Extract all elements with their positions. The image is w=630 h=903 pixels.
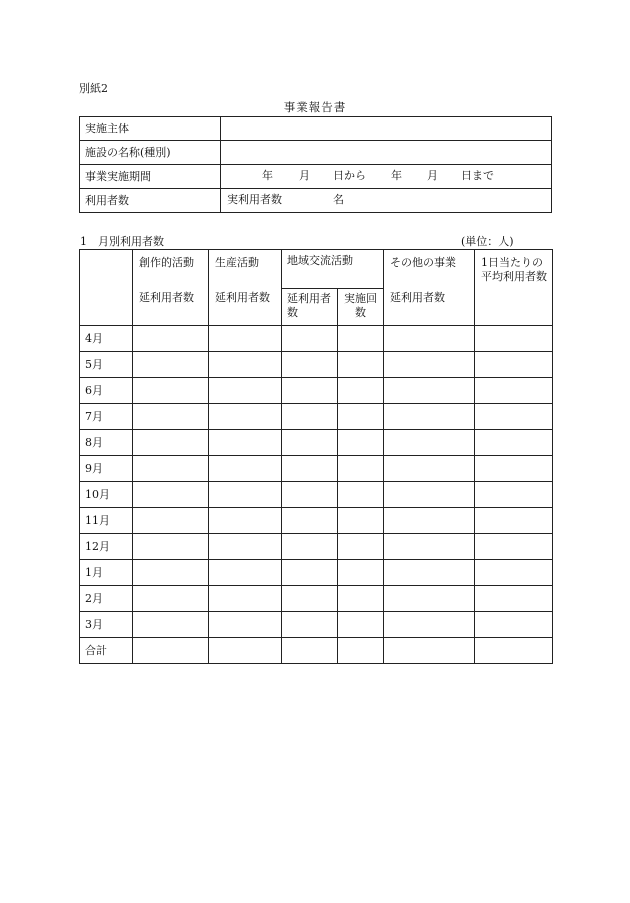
table-cell[interactable] xyxy=(384,534,475,560)
table-row xyxy=(80,352,553,378)
month-label: 7月 xyxy=(80,404,133,430)
table-cell[interactable] xyxy=(475,560,553,586)
month-label: 8月 xyxy=(80,430,133,456)
section-heading: 1 月別利用者数 xyxy=(80,235,164,248)
table-cell[interactable] xyxy=(133,534,209,560)
table-row xyxy=(80,612,553,638)
table-cell[interactable] xyxy=(209,404,282,430)
header-label: 1日当たりの平均利用者数 xyxy=(481,256,547,283)
period-year-to: 年 xyxy=(391,169,402,182)
info-value-field[interactable] xyxy=(221,117,552,141)
table-cell[interactable] xyxy=(133,508,209,534)
table-cell[interactable] xyxy=(133,352,209,378)
attachment-label: 別紙2 xyxy=(79,82,108,95)
table-cell[interactable] xyxy=(338,586,384,612)
header-community: 地域交流活動 xyxy=(282,250,384,289)
table-cell[interactable] xyxy=(282,508,338,534)
table-cell[interactable] xyxy=(133,456,209,482)
table-cell[interactable] xyxy=(209,326,282,352)
info-label: 実施主体 xyxy=(80,117,221,141)
header-row xyxy=(80,250,553,289)
monthly-users-table xyxy=(79,249,553,664)
table-row xyxy=(80,378,553,404)
users-unit: 名 xyxy=(333,193,344,206)
table-cell[interactable] xyxy=(475,404,553,430)
corner-cell xyxy=(80,250,133,326)
table-cell[interactable] xyxy=(133,638,209,664)
table-cell[interactable] xyxy=(282,430,338,456)
table-cell[interactable] xyxy=(384,378,475,404)
table-row xyxy=(80,456,553,482)
table-cell[interactable] xyxy=(384,482,475,508)
header-creative xyxy=(133,250,209,326)
header-average xyxy=(475,250,553,326)
header-sublabel: 延利用者数 xyxy=(390,291,445,304)
table-cell[interactable] xyxy=(384,352,475,378)
table-cell[interactable] xyxy=(133,482,209,508)
table-cell[interactable] xyxy=(209,482,282,508)
period-year-from: 年 xyxy=(262,169,273,182)
table-row xyxy=(80,404,553,430)
table-cell[interactable] xyxy=(282,482,338,508)
table-cell[interactable] xyxy=(209,586,282,612)
table-cell[interactable] xyxy=(209,508,282,534)
period-day-from: 日から xyxy=(333,169,366,182)
month-label: 5月 xyxy=(80,352,133,378)
table-cell[interactable] xyxy=(133,560,209,586)
table-cell[interactable] xyxy=(475,326,553,352)
table-row xyxy=(80,534,553,560)
table-row xyxy=(80,586,553,612)
month-label: 6月 xyxy=(80,378,133,404)
info-label: 施設の名称(種別) xyxy=(80,141,221,165)
month-label: 10月 xyxy=(80,482,133,508)
header-other xyxy=(384,250,475,326)
table-cell[interactable] xyxy=(338,508,384,534)
table-cell[interactable] xyxy=(384,638,475,664)
header-sublabel: 延利用者数 xyxy=(139,291,194,304)
info-label: 利用者数 xyxy=(80,189,221,213)
table-cell[interactable] xyxy=(338,482,384,508)
table-cell[interactable] xyxy=(475,586,553,612)
table-cell[interactable] xyxy=(475,482,553,508)
month-label: 4月 xyxy=(80,326,133,352)
info-row-implementer xyxy=(80,117,552,141)
month-label: 2月 xyxy=(80,586,133,612)
total-label: 合計 xyxy=(80,638,133,664)
table-cell[interactable] xyxy=(338,534,384,560)
table-cell[interactable] xyxy=(338,560,384,586)
table-cell[interactable] xyxy=(209,456,282,482)
table-cell[interactable] xyxy=(338,352,384,378)
table-row xyxy=(80,482,553,508)
period-month-to: 月 xyxy=(427,169,438,182)
table-cell[interactable] xyxy=(338,612,384,638)
table-cell[interactable] xyxy=(475,612,553,638)
table-cell[interactable] xyxy=(209,638,282,664)
period-month-from: 月 xyxy=(299,169,310,182)
info-value-field[interactable] xyxy=(221,141,552,165)
total-row xyxy=(80,638,553,664)
table-cell[interactable] xyxy=(209,534,282,560)
info-table xyxy=(79,116,552,213)
users-field[interactable] xyxy=(221,189,552,213)
month-label: 11月 xyxy=(80,508,133,534)
actual-users-label: 実利用者数 xyxy=(227,193,282,206)
table-cell[interactable] xyxy=(338,326,384,352)
period-day-to: 日まで xyxy=(461,169,494,182)
table-cell[interactable] xyxy=(282,612,338,638)
header-label: 生産活動 xyxy=(215,256,259,269)
table-cell[interactable] xyxy=(475,508,553,534)
table-cell[interactable] xyxy=(133,586,209,612)
table-cell[interactable] xyxy=(384,456,475,482)
table-cell[interactable] xyxy=(338,456,384,482)
header-sublabel: 延利用者数 xyxy=(215,291,270,304)
table-cell[interactable] xyxy=(384,404,475,430)
table-cell[interactable] xyxy=(475,534,553,560)
table-cell[interactable] xyxy=(282,352,338,378)
table-row xyxy=(80,326,553,352)
table-cell[interactable] xyxy=(282,378,338,404)
table-cell[interactable] xyxy=(209,378,282,404)
table-cell[interactable] xyxy=(209,430,282,456)
document-title: 事業報告書 xyxy=(283,100,347,114)
month-label: 9月 xyxy=(80,456,133,482)
table-cell[interactable] xyxy=(282,638,338,664)
table-cell[interactable] xyxy=(338,404,384,430)
table-cell[interactable] xyxy=(282,456,338,482)
table-cell[interactable] xyxy=(475,378,553,404)
info-label: 事業実施期間 xyxy=(80,165,221,189)
header-label: 創作的活動 xyxy=(139,256,194,269)
table-row xyxy=(80,560,553,586)
table-cell[interactable] xyxy=(475,352,553,378)
table-row xyxy=(80,430,553,456)
info-row-facility xyxy=(80,141,552,165)
month-label: 12月 xyxy=(80,534,133,560)
unit-note: (単位：人) xyxy=(461,235,514,248)
month-label: 1月 xyxy=(80,560,133,586)
table-cell[interactable] xyxy=(384,612,475,638)
table-cell[interactable] xyxy=(133,612,209,638)
table-cell[interactable] xyxy=(209,612,282,638)
table-cell[interactable] xyxy=(475,638,553,664)
table-cell[interactable] xyxy=(384,326,475,352)
table-cell[interactable] xyxy=(282,534,338,560)
table-cell[interactable] xyxy=(338,378,384,404)
table-cell[interactable] xyxy=(133,378,209,404)
table-cell[interactable] xyxy=(282,560,338,586)
table-cell[interactable] xyxy=(338,638,384,664)
table-cell[interactable] xyxy=(384,430,475,456)
table-cell[interactable] xyxy=(475,456,553,482)
subheader-community-users: 延利用者数 xyxy=(282,289,338,326)
header-production xyxy=(209,250,282,326)
table-cell[interactable] xyxy=(133,326,209,352)
subheader-community-sessions: 実施回数 xyxy=(338,289,384,326)
table-cell[interactable] xyxy=(384,586,475,612)
info-row-users xyxy=(80,189,552,213)
table-cell[interactable] xyxy=(133,404,209,430)
period-field[interactable] xyxy=(221,165,552,189)
table-cell[interactable] xyxy=(209,560,282,586)
table-cell[interactable] xyxy=(282,326,338,352)
table-cell[interactable] xyxy=(282,404,338,430)
table-cell[interactable] xyxy=(282,586,338,612)
info-row-period xyxy=(80,165,552,189)
table-cell[interactable] xyxy=(475,430,553,456)
table-cell[interactable] xyxy=(133,430,209,456)
table-cell[interactable] xyxy=(384,560,475,586)
header-label: その他の事業 xyxy=(390,256,456,269)
table-cell[interactable] xyxy=(338,430,384,456)
table-row xyxy=(80,508,553,534)
month-label: 3月 xyxy=(80,612,133,638)
table-cell[interactable] xyxy=(384,508,475,534)
table-cell[interactable] xyxy=(209,352,282,378)
